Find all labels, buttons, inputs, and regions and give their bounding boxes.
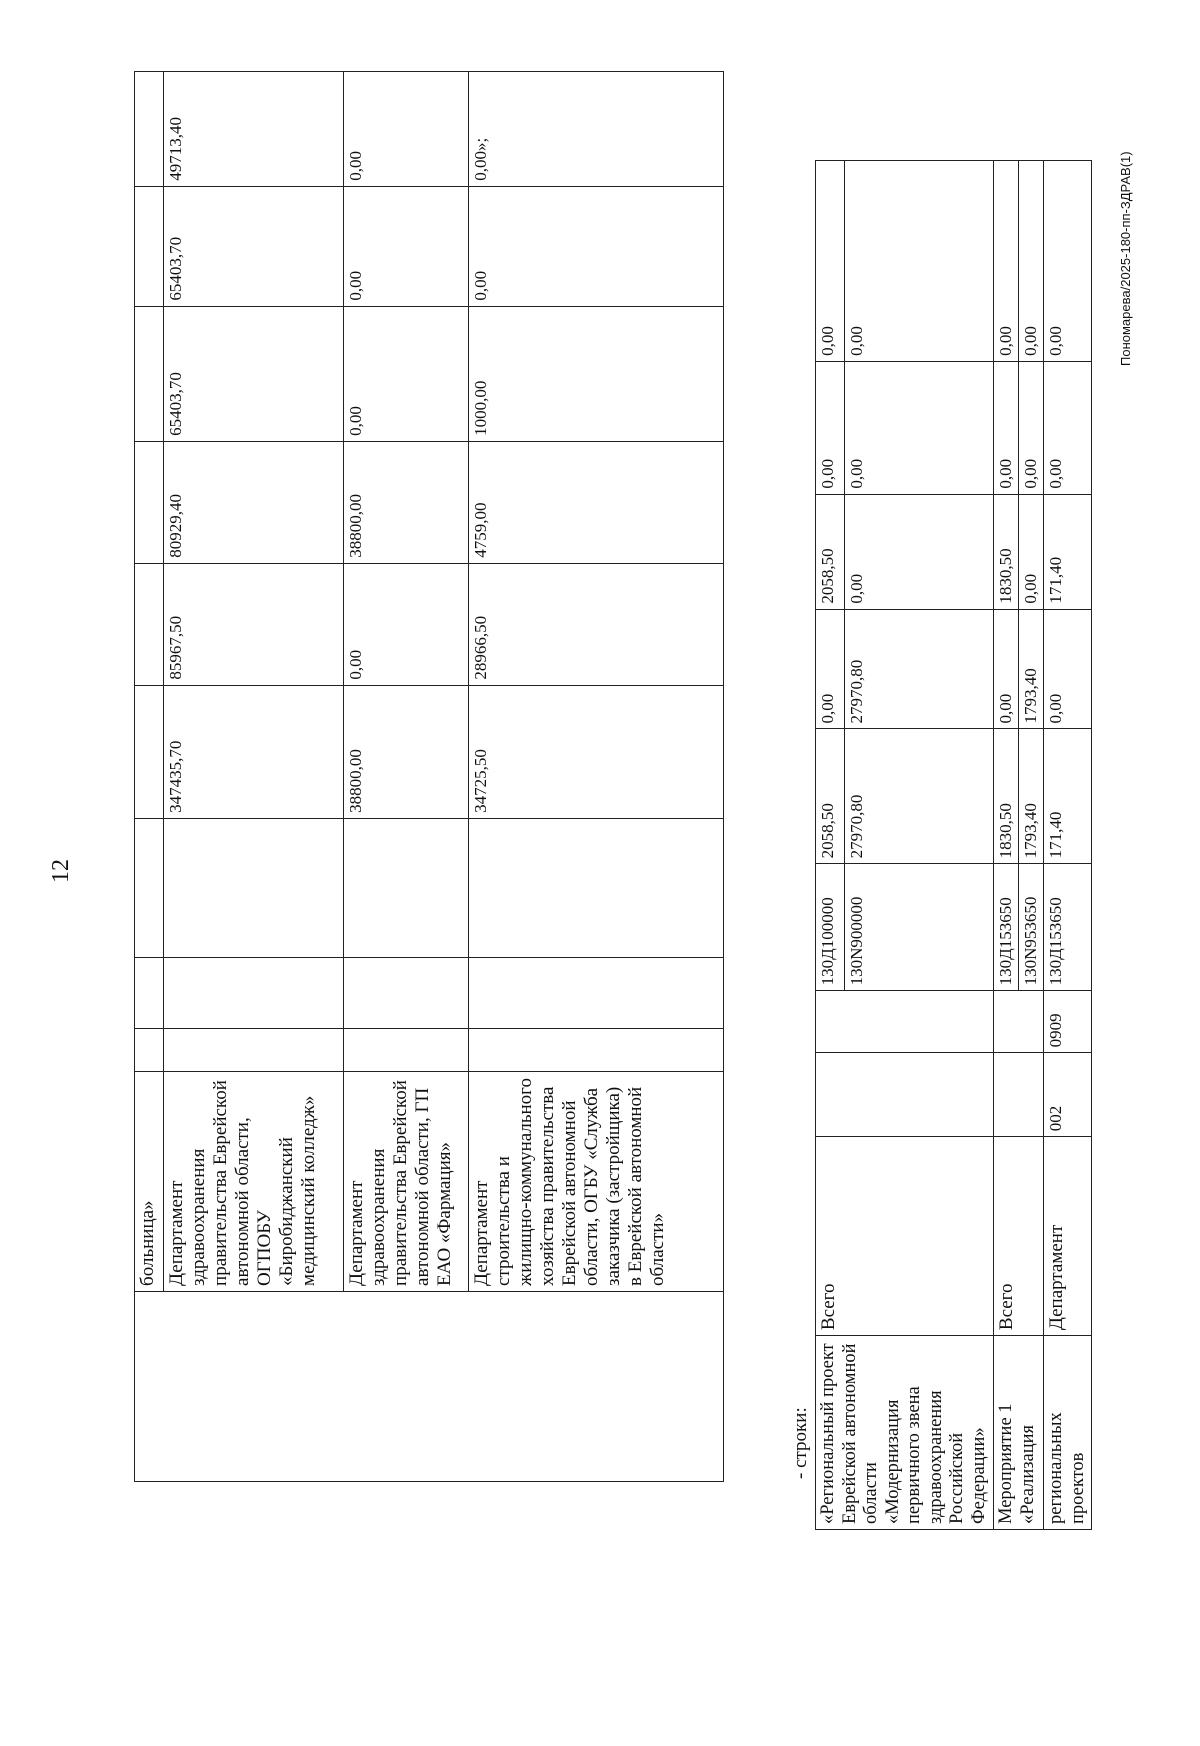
code-cell xyxy=(816,1053,994,1137)
value-cell: 1000,00 xyxy=(469,306,724,441)
table-row xyxy=(816,161,845,1530)
value-cell: 85967,50 xyxy=(164,563,344,685)
code-cell: 0909 xyxy=(1044,991,1092,1053)
value-cell: 38800,00 xyxy=(344,441,469,563)
code-cell xyxy=(135,818,164,957)
value-cell: 34725,50 xyxy=(469,685,724,818)
value-cell: 171,40 xyxy=(1044,729,1092,864)
code-cell xyxy=(469,1028,724,1071)
table-row xyxy=(994,161,1019,1530)
value-cell: 0,00 xyxy=(469,186,724,306)
value-cell: 65403,70 xyxy=(164,186,344,306)
table-row xyxy=(469,72,724,1482)
value-cell: 27970,80 xyxy=(845,609,994,729)
value-cell: 0,00 xyxy=(344,186,469,306)
code-cell xyxy=(135,1028,164,1071)
value-cell: 1793,40 xyxy=(1019,729,1044,864)
value-cell: 0,00 xyxy=(344,306,469,441)
value-cell: 171,40 xyxy=(1044,494,1092,609)
code-cell xyxy=(344,1028,469,1071)
value-cell: 28966,50 xyxy=(469,563,724,685)
code-cell xyxy=(344,818,469,957)
value-cell: 0,00 xyxy=(1044,609,1092,729)
budget-table-continuation xyxy=(134,71,724,1482)
value-cell: 0,00 xyxy=(1019,161,1044,362)
code-cell xyxy=(135,958,164,1028)
page-number: 12 xyxy=(48,859,74,883)
code-cell: 002 xyxy=(1044,1053,1092,1137)
table-row xyxy=(344,72,469,1482)
value-cell: 0,00 xyxy=(344,563,469,685)
value-cell: 38800,00 xyxy=(344,685,469,818)
code-cell xyxy=(469,818,724,957)
code-cell: 130Д153650 xyxy=(994,864,1019,991)
regional-project-table xyxy=(815,160,1092,1530)
executor-cell: Всего xyxy=(816,1137,994,1336)
project-name-cell: «Региональный проект Еврейской автономной области «Модернизация первичного звена здравоохранения Российской Федерации» xyxy=(816,1336,994,1530)
executor-cell: Департамент здравоохранения правительства Еврейской автономной области, ГП ЕАО «Фармация» xyxy=(344,1071,469,1291)
code-cell: 130Д100000 xyxy=(816,864,845,991)
table-row xyxy=(135,72,164,1482)
code-cell xyxy=(994,1053,1044,1137)
value-cell: 2058,50 xyxy=(816,494,845,609)
footer-note: Пономарева/2025-180-пп-ЗДРАВ(1) xyxy=(1118,151,1133,366)
code-cell: 130N900000 xyxy=(845,864,994,991)
project-name-cell: Мероприятие 1 «Реализация xyxy=(994,1336,1044,1530)
value-cell: 0,00 xyxy=(816,609,845,729)
value-cell xyxy=(135,441,164,563)
value-cell: 1793,40 xyxy=(1019,609,1044,729)
code-cell xyxy=(164,958,344,1028)
executor-cell: Департамент xyxy=(1044,1137,1092,1336)
value-cell: 0,00 xyxy=(845,161,994,362)
table-row xyxy=(1044,161,1092,1530)
code-cell xyxy=(469,958,724,1028)
value-cell: 0,00 xyxy=(344,72,469,187)
value-cell: 1830,50 xyxy=(994,494,1019,609)
value-cell: 347435,70 xyxy=(164,685,344,818)
value-cell: 65403,70 xyxy=(164,306,344,441)
value-cell: 0,00 xyxy=(816,161,845,362)
code-cell: 130N953650 xyxy=(1019,864,1044,991)
value-cell: 80929,40 xyxy=(164,441,344,563)
project-name-cell: региональных проектов xyxy=(1044,1336,1092,1530)
value-cell: 0,00 xyxy=(845,361,994,494)
value-cell: 2058,50 xyxy=(816,729,845,864)
value-cell: 0,00»; xyxy=(469,72,724,187)
value-cell xyxy=(135,72,164,187)
value-cell: 1830,50 xyxy=(994,729,1019,864)
value-cell xyxy=(135,685,164,818)
code-cell xyxy=(164,1028,344,1071)
value-cell: 0,00 xyxy=(1019,361,1044,494)
value-cell: 4759,00 xyxy=(469,441,724,563)
table-row xyxy=(164,72,344,1482)
code-cell xyxy=(816,991,994,1053)
value-cell: 0,00 xyxy=(845,494,994,609)
code-cell xyxy=(164,818,344,957)
value-cell xyxy=(135,306,164,441)
section-label: - строки: xyxy=(790,1407,811,1479)
executor-cell: больница» xyxy=(135,1071,164,1291)
executor-cell: Департамент здравоохранения правительства Еврейской автономной области, ОГПОБУ «Биробиджанский медицинский колледж» xyxy=(164,1071,344,1291)
executor-cell: Департамент строительства и жилищно-коммунального хозяйства правительства Еврейской автономной области, ОГБУ «Служба заказчика (застройщика) в Еврейской автономной области» xyxy=(469,1071,724,1291)
value-cell: 0,00 xyxy=(994,361,1019,494)
value-cell: 49713,40 xyxy=(164,72,344,187)
code-cell: 130Д153650 xyxy=(1044,864,1092,991)
value-cell: 0,00 xyxy=(994,161,1019,362)
value-cell: 0,00 xyxy=(1044,361,1092,494)
value-cell: 0,00 xyxy=(1044,161,1092,362)
value-cell: 0,00 xyxy=(994,609,1019,729)
program-name-cell xyxy=(135,1291,724,1481)
code-cell xyxy=(994,991,1044,1053)
value-cell: 0,00 xyxy=(1019,494,1044,609)
value-cell: 0,00 xyxy=(816,361,845,494)
value-cell: 27970,80 xyxy=(845,729,994,864)
executor-cell: Всего xyxy=(994,1137,1044,1336)
code-cell xyxy=(344,958,469,1028)
value-cell xyxy=(135,563,164,685)
value-cell xyxy=(135,186,164,306)
